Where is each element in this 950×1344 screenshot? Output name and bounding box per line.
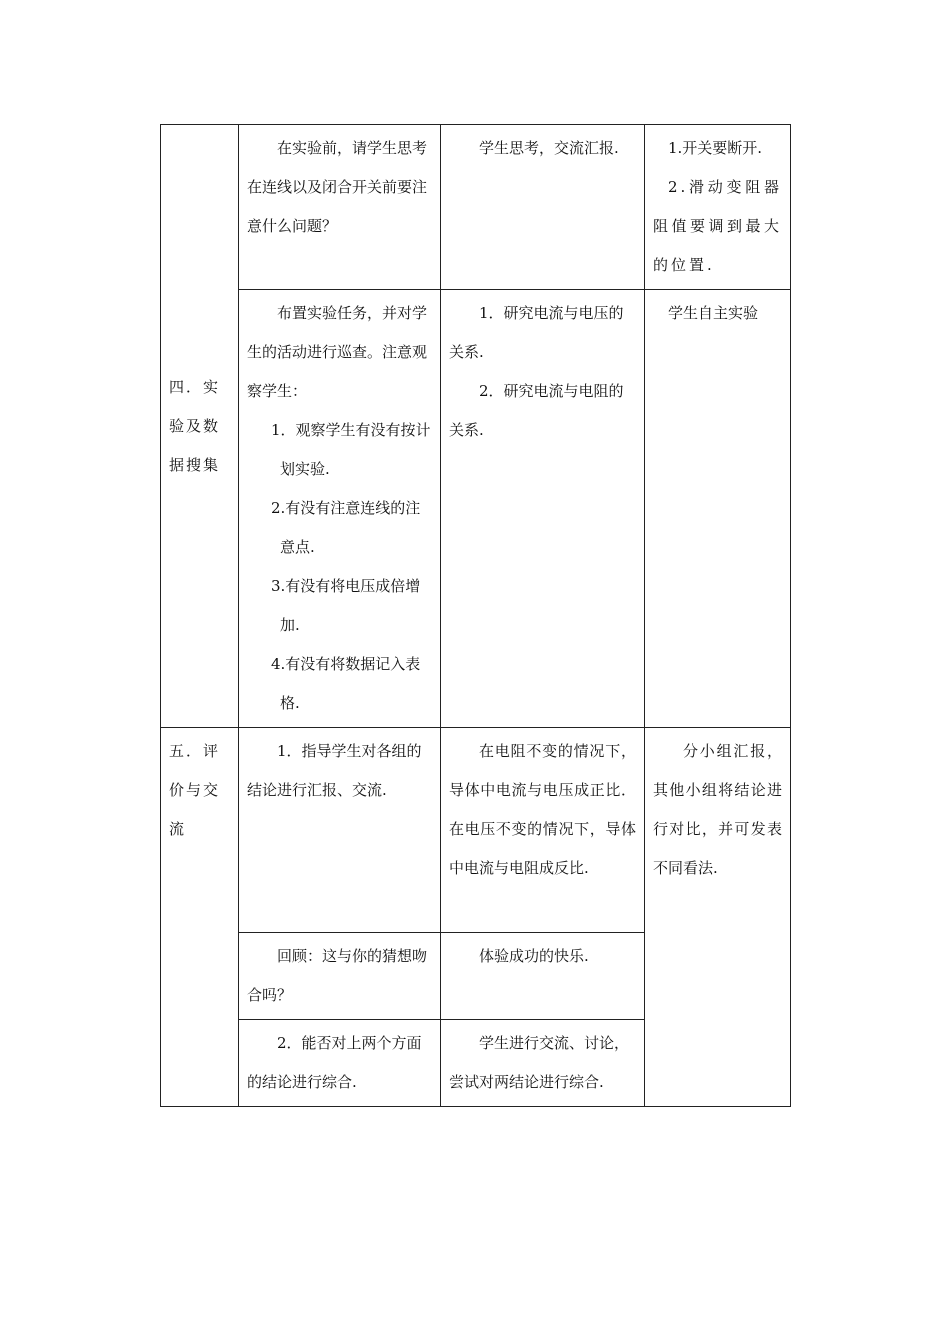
student-text: 学生进行交流、讨论，尝试对两结论进行综合. — [449, 1034, 630, 1091]
teacher-cell — [239, 125, 441, 290]
student-cell — [441, 728, 645, 933]
stage-label: 五．评价与交流 — [169, 742, 221, 838]
teacher-list-item: 4.有没有将数据记入表格. — [271, 655, 421, 712]
table-row — [161, 125, 791, 290]
teacher-text: 回顾：这与你的猜想吻合吗？ — [247, 947, 428, 1004]
teacher-cell — [239, 728, 441, 933]
note-text: 分小组汇报，其他小组将结论进行对比，并可发表不同看法. — [653, 742, 782, 877]
note-text: 2.滑动变阻器阻值要调到最大的位置. — [653, 178, 782, 274]
student-cell — [441, 1020, 645, 1107]
stage-cell — [161, 728, 239, 1107]
teacher-cell — [239, 1020, 441, 1107]
notes-cell — [645, 728, 791, 1107]
notes-cell — [645, 125, 791, 290]
teacher-text: 1．指导学生对各组的结论进行汇报、交流. — [247, 742, 422, 799]
student-text: 1．研究电流与电压的关系. — [449, 304, 624, 361]
teacher-cell — [239, 933, 441, 1020]
note-text: 1.开关要断开. — [668, 139, 763, 157]
student-text: 学生思考，交流汇报. — [479, 139, 619, 157]
teacher-text: 2．能否对上两个方面的结论进行综合. — [247, 1034, 422, 1091]
teacher-text: 布置实验任务，并对学生的活动进行巡查。注意观察学生： — [247, 304, 428, 400]
student-text: 2．研究电流与电阻的关系. — [449, 382, 624, 439]
teacher-cell — [239, 290, 441, 728]
table-row — [161, 728, 791, 933]
stage-cell — [161, 125, 239, 728]
student-text: 在电阻不变的情况下，导体中电流与电压成正比．在电压不变的情况下，导体中电流与电阻成反比. — [449, 742, 636, 877]
lesson-table — [160, 124, 791, 1107]
student-text: 体验成功的快乐. — [479, 947, 589, 965]
student-cell — [441, 933, 645, 1020]
stage-label: 四．实验及数据搜集 — [169, 377, 221, 474]
note-text: 学生自主实验 — [668, 304, 759, 322]
teacher-list-item: 3.有没有将电压成倍增加. — [271, 577, 421, 634]
teacher-list-item: 1．观察学生有没有按计划实验. — [271, 421, 431, 478]
student-cell — [441, 125, 645, 290]
table-row — [161, 290, 791, 728]
notes-cell — [645, 290, 791, 728]
student-cell — [441, 290, 645, 728]
teacher-text: 在实验前，请学生思考在连线以及闭合开关前要注意什么问题？ — [247, 139, 428, 235]
teacher-list-item: 2.有没有注意连线的注意点. — [271, 499, 421, 556]
